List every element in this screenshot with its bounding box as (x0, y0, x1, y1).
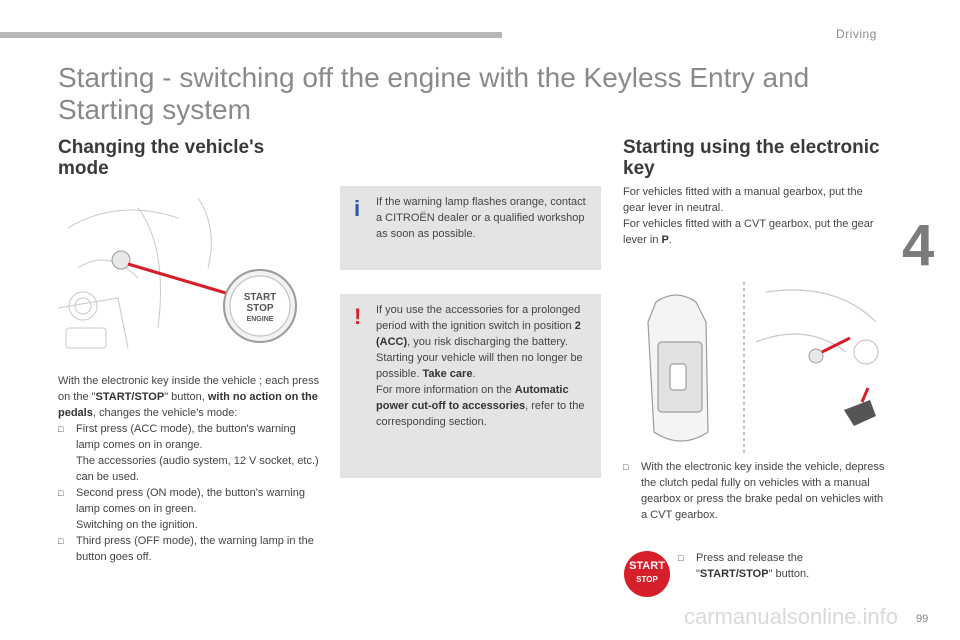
section-label: Driving (836, 27, 877, 41)
intro-text-3: , changes the vehicle's mode: (92, 407, 238, 419)
info-text: If the warning lamp flashes orange, contact a CITROËN dealer or a qualified workshop as soon as possible. (376, 196, 586, 240)
warning-more-2: , refer to the corresponding section. (376, 400, 585, 428)
button-line-stop: STOP (246, 303, 274, 314)
exclamation-icon: ! (354, 304, 362, 329)
square-bullet-icon: □ (58, 424, 64, 434)
square-bullet-icon: □ (58, 488, 64, 498)
square-bullet-icon: □ (58, 536, 64, 546)
warning-t2: , you risk discharging the battery. Starting your vehicle will then no longer be possible. (376, 336, 583, 380)
page-number: 99 (916, 613, 929, 625)
list-item (678, 550, 868, 582)
right-para-1: For vehicles fitted with a manual gearbox, put the gear lever in neutral. (623, 186, 863, 214)
bullet-2-text-b: " button. (768, 568, 810, 580)
right-bullet-2-text (696, 550, 868, 582)
warning-acc: 2 (ACC) (376, 320, 581, 348)
warning-t3: . (472, 368, 476, 380)
car-key-illustration (636, 282, 884, 454)
right-bullet-1-text: With the electronic key inside the vehicle, depress the clutch pedal fully on vehicles with a manual gearbox or press the brake pedal on vehicles with a CVT gearbox. (641, 461, 885, 521)
pedal-icon (844, 400, 876, 426)
right-bullet-2 (678, 550, 868, 582)
bullet-2-a: Second press (ON mode), the button's warning lamp comes on in green. (76, 487, 305, 515)
start-stop-button-icon (624, 551, 670, 597)
start-label: START (629, 560, 665, 572)
bullet-1-a: First press (ACC mode), the button's warning lamp comes on in orange. (76, 423, 296, 451)
info-icon: i (354, 196, 361, 221)
pointer-line (128, 264, 236, 296)
top-bar (0, 32, 502, 38)
list-item (623, 459, 885, 523)
bullet-1-b: The accessories (audio system, 12 V socket, etc.) can be used. (76, 455, 319, 483)
start-button-small (112, 251, 130, 269)
intro-text-2: " button, (164, 391, 208, 403)
stop-label: STOP (636, 575, 658, 584)
right-intro (623, 184, 885, 248)
bullet-2-button-name: START/STOP (699, 568, 769, 580)
bullet-2-text-a: Press and release the " (696, 552, 804, 580)
intro-bold: with no action on the pedals (58, 391, 318, 419)
start-stop-engine-label (230, 292, 290, 325)
right-para-2 (623, 216, 885, 248)
warning-t1: If you use the accessories for a prolonged period with the ignition switch in position (376, 304, 581, 332)
chapter-number: 4 (902, 213, 935, 278)
left-heading: Changing the vehicle's mode (58, 137, 265, 179)
button-line-engine: ENGINE (246, 316, 274, 323)
left-body (58, 373, 320, 565)
intro-button-name: START/STOP (95, 391, 165, 403)
info-box (340, 186, 601, 270)
bullet-3-a: Third press (OFF mode), the warning lamp in the button goes off. (76, 535, 314, 563)
warning-more-1: For more information on the (376, 384, 515, 396)
right-para-2-end: . (668, 234, 672, 246)
right-para-2-bold: P (661, 234, 669, 246)
warning-text (376, 302, 593, 430)
right-heading: Starting using the electronic key (623, 137, 880, 179)
dashboard-drawing (58, 188, 320, 360)
warning-take-care: Take care (422, 368, 473, 380)
intro-text-1: With the electronic key inside the vehicle ; each press on the " (58, 375, 320, 403)
warning-box (340, 294, 601, 478)
square-bullet-icon: □ (623, 462, 629, 472)
car-drawing (636, 282, 884, 454)
watermark: carmanualsonline.info (684, 604, 899, 629)
warning-para-1 (376, 302, 593, 382)
page-title: Starting - switching off the engine with the Keyless Entry and Starting system (58, 62, 810, 125)
warning-para-2 (376, 382, 593, 430)
right-bullet-1 (623, 459, 885, 523)
bullet-2-b: Switching on the ignition. (76, 519, 198, 531)
dashboard-illustration (58, 188, 320, 360)
left-intro (58, 373, 320, 421)
warning-more-bold: Automatic power cut-off to accessories (376, 384, 569, 412)
list-item (58, 421, 320, 485)
list-item (58, 485, 320, 533)
button-line-start: START (243, 292, 277, 303)
list-item (58, 533, 320, 565)
square-bullet-icon: □ (678, 553, 684, 563)
right-para-2-text: For vehicles fitted with a CVT gearbox, put the gear lever in (623, 218, 874, 246)
